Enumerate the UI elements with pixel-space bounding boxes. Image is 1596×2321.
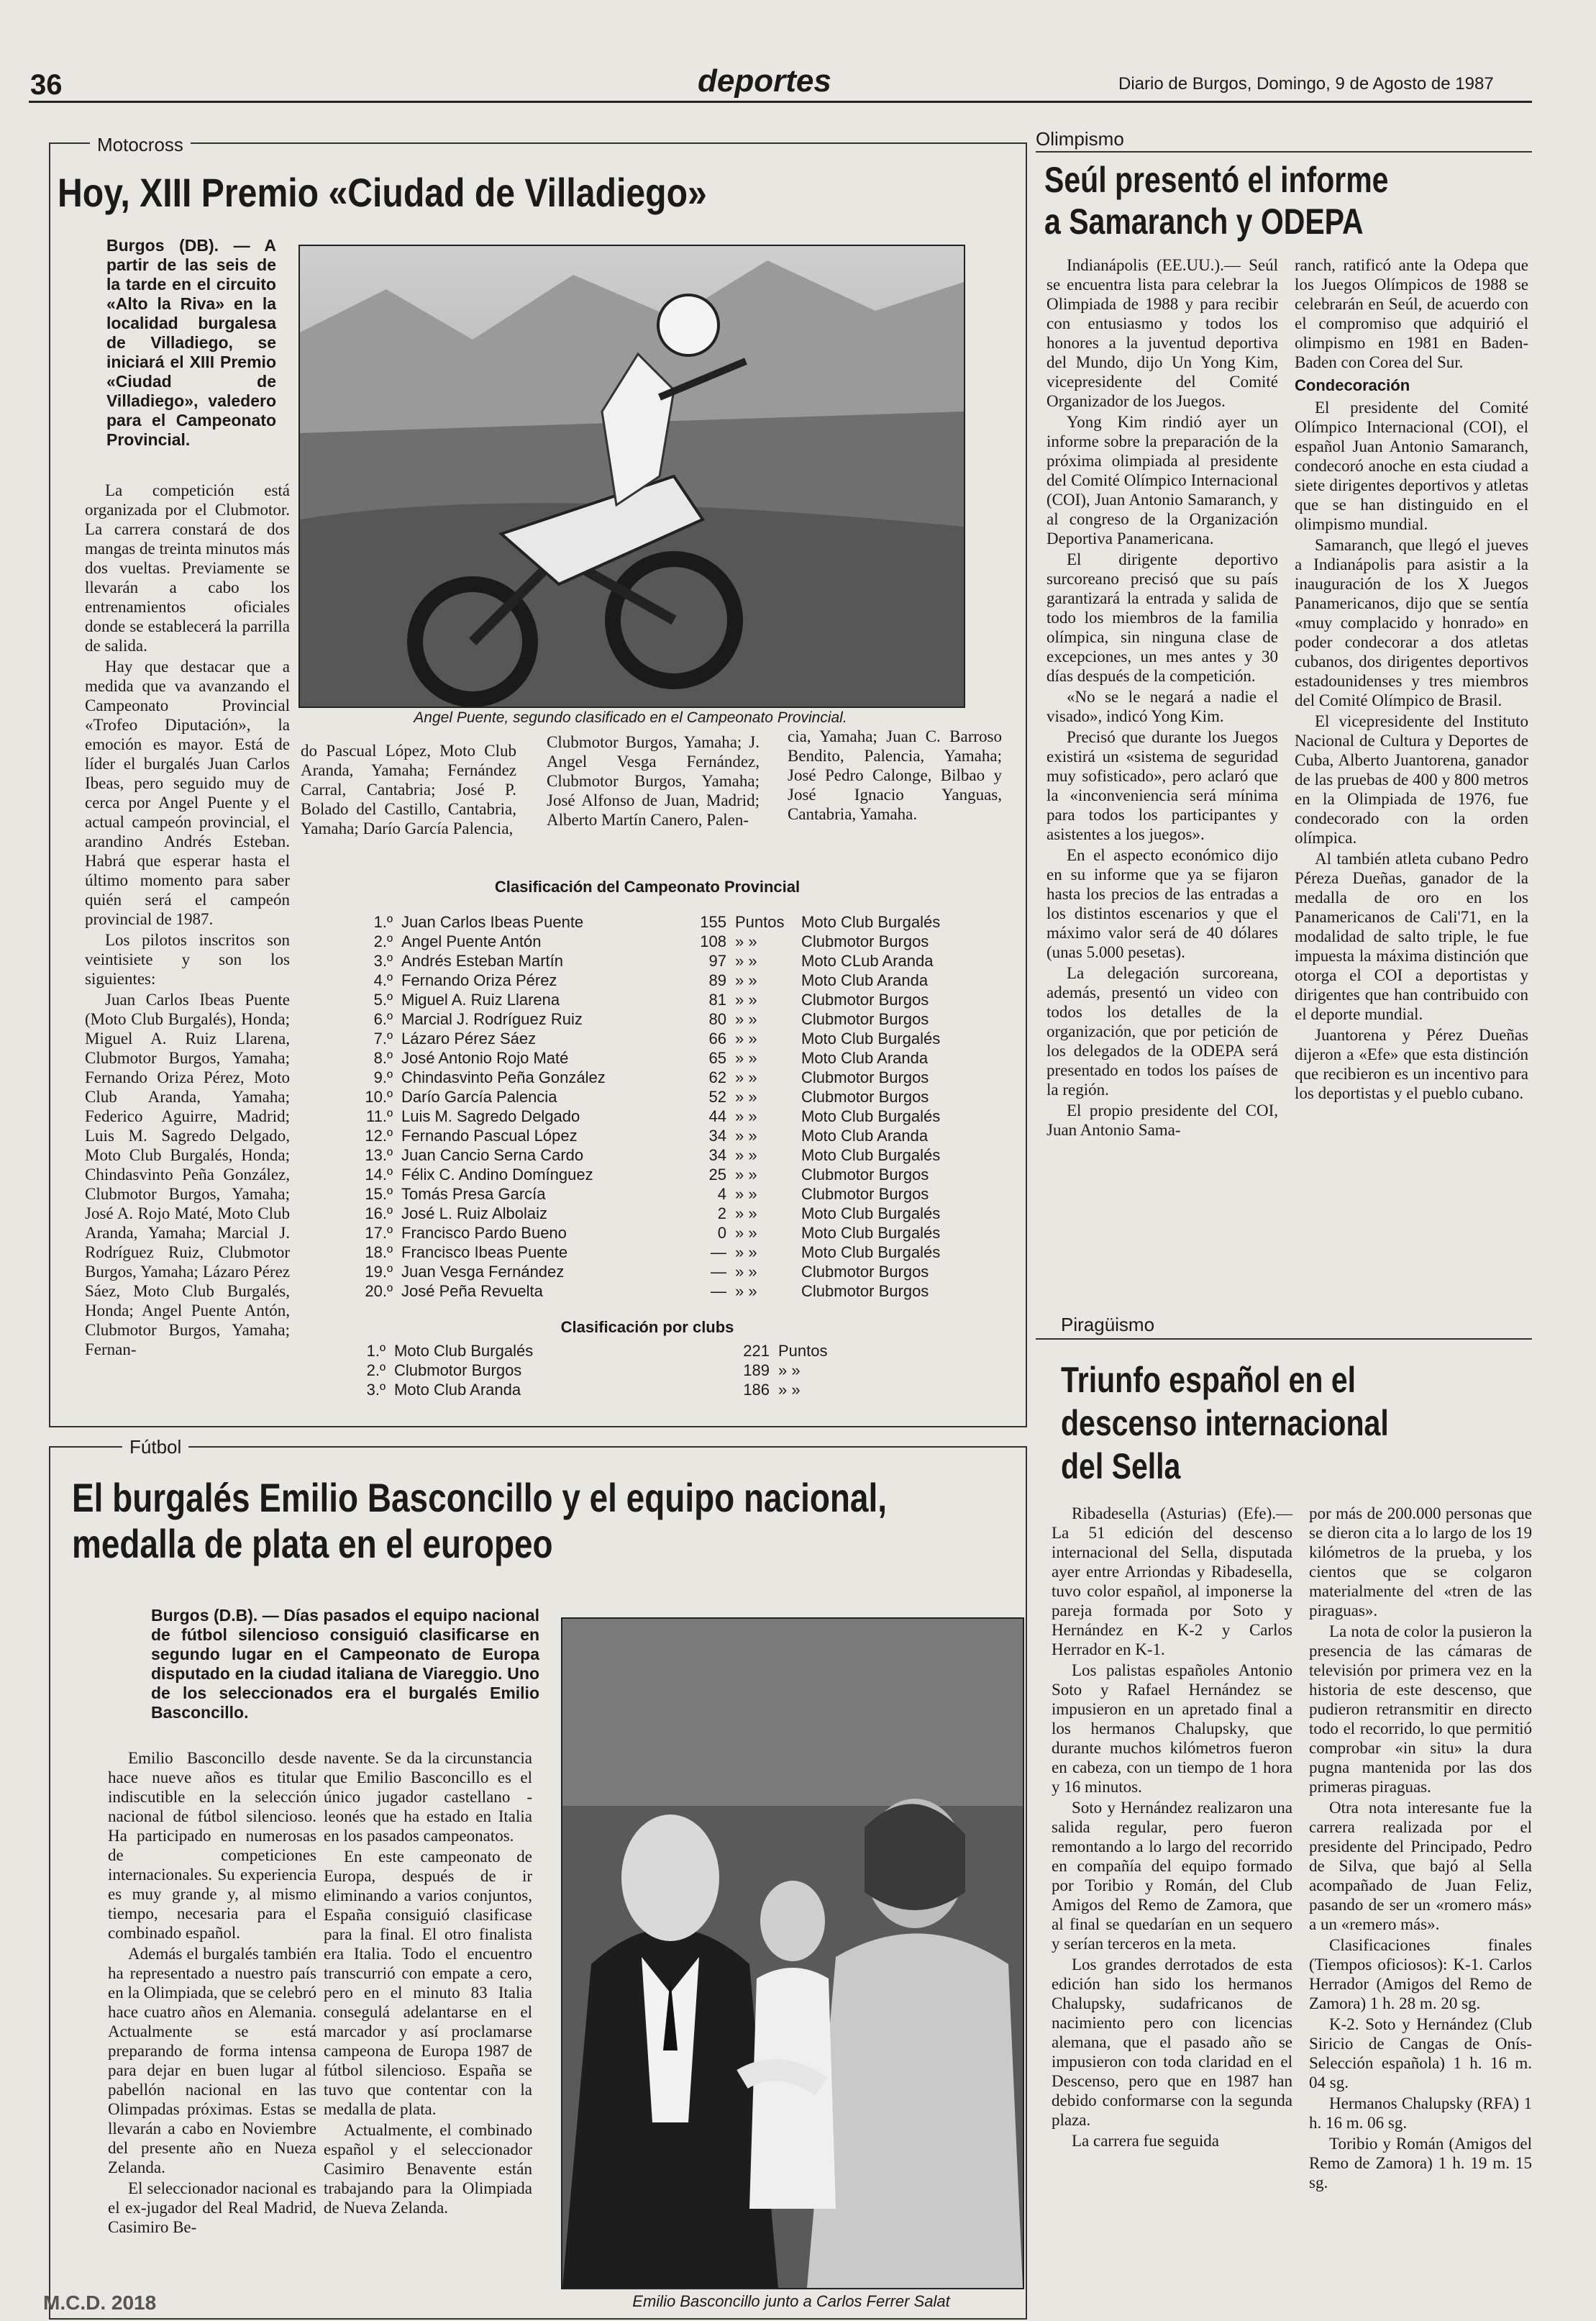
cell-pos: 19.º [365, 1262, 393, 1281]
cell-club: Moto Club Burgalés [801, 1243, 941, 1261]
cell-club: Moto Club Burgalés [801, 1204, 941, 1222]
futbol-paragraph: Además el burgalés también ha representado a nuestro país en la Olimpiada, que se celebró hace cuatro años en Alemania. Actualmente se está preparando de forma intensa para dejar en buen lugar al pabellón nacional en las Olimpadas próximas. Estas se llevarán a cabo en Noviembre del presente año en Nueza Zelanda. [108, 1945, 316, 2176]
table-row [360, 932, 944, 951]
cell-club: Moto Club Aranda [801, 971, 929, 989]
motocross-label: Motocross [90, 134, 191, 156]
cell-pts: 221 [743, 1341, 770, 1360]
table-row [360, 951, 944, 971]
motocross-photo-caption: Angel Puente, segundo clasificado en el Campeonato Provincial. [414, 709, 847, 726]
cell-pos: 7.º [373, 1029, 393, 1048]
piraguismo-paragraph: Otra nota interesante fue la carrera realizada por el presidente del Principado, Pedro de Silva, que bajó al Sella acompañado de Juan Feliz, pasando de ser un «romero más» a un «remero más». [1309, 1799, 1532, 1933]
cell-name: Darío García Palencia [401, 1087, 557, 1106]
futbol-headline-line: medalla de plata en el europeo [72, 1521, 553, 1567]
olimpismo-paragraph: El propio presidente del COI, Juan Antonio Sama- [1046, 1102, 1278, 1139]
olimpismo-paragraph: En el aspecto económico dijo en su informe que ya se fijaron hasta los precios de las entradas a los distintos escenarios y que el máximo valor será de 40 dólares (unas 5.000 pesetas). [1046, 846, 1278, 961]
table-row [360, 1262, 944, 1281]
cell-name: Tomás Presa García [401, 1184, 546, 1203]
olimpismo-label-rule [1036, 151, 1532, 153]
cell-club: Clubmotor Burgos [801, 1281, 929, 1300]
cell-name: Moto Club Aranda [394, 1380, 521, 1399]
table-row [360, 990, 944, 1009]
cell-name: Juan Cancio Serna Cardo [401, 1145, 584, 1164]
piraguismo-paragraph: Clasificaciones finales (Tiempos oficiosos): K-1. Carlos Herrador (Amigos del Remo de Zamora) 1 h. 28 m. 20 sg. [1309, 1936, 1532, 2012]
cell-unit: » » [735, 1204, 757, 1222]
piraguismo-paragraph: Los grandes derrotados de esta edición han sido los hermanos Chalupsky, sudafricanos de nacimiento pero con licencias alemana, que el pasado año se impusieron con toda claridad en el Descenso, pero que en 1987 han debido conformarse con la segunda plaza. [1052, 1956, 1292, 2129]
cell-club: Clubmotor Burgos [801, 1184, 929, 1203]
table-row [360, 971, 944, 990]
futbol-paragraph: navente. Se da la circunstancia que Emilio Basconcillo es el único jugador castellano - leonés que ha estado en Italia en los pasados campeonatos. [324, 1749, 532, 1845]
futbol-headline [72, 1475, 887, 1568]
standings-table [360, 912, 944, 1301]
motocross-paragraph: do Pascual López, Moto Club Aranda, Yamaha; Fernández Carral, Cantabria; José P. Bolado del Castillo, Cantabria, Yamaha; Darío García Palencia, [301, 742, 516, 837]
cell-club: Moto Club Aranda [801, 1048, 929, 1067]
header-rule [29, 101, 1532, 103]
futbol-paragraph: En este campeonato de Europa, después de ir eliminando a varios conjuntos, España consiguió clasificase para la final. El otro finalista era Italia. Todo el encuentro transcurrió con empate a cero, pero en el minuto 83 Italia consegulá adelantarse en el marcador y así proclamarse campeona de Europa 1987 de fútbol silencioso. España se tuvo que contentar con la medalla de plata. [324, 1848, 532, 2118]
cell-name: Andrés Esteban Martín [401, 951, 564, 970]
motocross-paragraph: Los pilotos inscritos son veintisiete y son los siguientes: [85, 931, 290, 988]
motocross-col2 [301, 741, 516, 840]
piraguismo-paragraph: Los palistas españoles Antonio Soto y Rafael Hernández se impusieron en un apretado final a los hermanos Chalupsky, que durante muchos kilómetros fueron en cabeza, con un tiempo de 1 hora y 16 minutos. [1052, 1661, 1292, 1796]
futbol-paragraph: Actualmente, el combinado español y el seleccionador Casimiro Benavente están trabajando para la Olimpiada de Nueva Zelanda. [324, 2121, 532, 2217]
cell-unit: » » [735, 990, 757, 1009]
cell-pos: 1.º [373, 912, 393, 931]
cell-unit: » » [735, 1243, 757, 1261]
olimpismo-paragraph: Al también atleta cubano Pedro Péreza Dueñas, ganador de la medalla de oro en los Panamericanos de Cali'71, en la modalidad de salto triple, le fue impuesta la máxima distinción que otorga el COI a deportistas y dirigentes que han contribuido con el deporte mundial. [1295, 850, 1528, 1023]
table-row [360, 1204, 944, 1223]
table-row [360, 1243, 944, 1262]
cell-pts: — [711, 1262, 726, 1281]
piraguismo-label: Piragüismo [1061, 1314, 1155, 1335]
cell-name: Luis M. Sagredo Delgado [401, 1107, 580, 1125]
table-row [360, 1361, 832, 1380]
motocross-photo [298, 245, 965, 708]
cell-name: José Peña Revuelta [401, 1281, 543, 1300]
cell-pts: 80 [708, 1009, 726, 1028]
cell-name: Moto Club Burgalés [394, 1341, 534, 1360]
cell-unit: » » [735, 1262, 757, 1281]
cell-pos: 12.º [365, 1126, 393, 1145]
cell-pts: — [711, 1243, 726, 1261]
cell-pos: 10.º [365, 1087, 393, 1106]
cell-name: Juan Carlos Ibeas Puente [401, 912, 584, 931]
cell-pos: 8.º [373, 1048, 393, 1067]
table-row [360, 912, 944, 932]
olimpismo-headline-line: Seúl presentó el informe [1044, 160, 1389, 200]
table-row [360, 1380, 832, 1399]
cell-pos: 16.º [365, 1204, 393, 1222]
cell-name: José Antonio Rojo Maté [401, 1048, 569, 1067]
futbol-col1 [108, 1748, 316, 2238]
cell-club: Moto Club Burgalés [801, 1145, 941, 1164]
cell-unit: » » [778, 1380, 801, 1399]
cell-unit: » » [778, 1361, 801, 1379]
cell-pts: 44 [708, 1107, 726, 1125]
futbol-col2 [324, 1748, 532, 2219]
piraguismo-paragraph: La carrera fue seguida [1072, 2132, 1219, 2150]
cell-pos: 4.º [373, 971, 393, 989]
futbol-photo [561, 1617, 1024, 2289]
olimpismo-paragraph: «No se le negará a nadie el visado», indicó Yong Kim. [1046, 688, 1278, 725]
table-row [360, 1009, 944, 1029]
cell-pos: 9.º [373, 1068, 393, 1086]
table-row [360, 1048, 944, 1068]
cell-name: Félix C. Andino Domínguez [401, 1165, 593, 1184]
cell-pts: 52 [708, 1087, 726, 1106]
piraguismo-headline: Triunfo español en el descenso internacional del Sella [1061, 1360, 1389, 1486]
cell-pts: 186 [743, 1380, 770, 1399]
motocross-headline: Hoy, XIII Premio «Ciudad de Villadiego» [58, 170, 707, 215]
olimpismo-paragraph: El presidente del Comité Olímpico Internacional (COI), el español Juan Antonio Samaranch, condecoró anoche en esta ciudad a siete dirigentes deportivos y atletas que se han distinguido en el olimpismo mundial. [1295, 399, 1528, 533]
piraguismo-paragraph: por más de 200.000 personas que se dieron cita a lo largo de los 19 kilómetros de la prueba, y los cientos que se colgaron materialmente del «tren de las piraguas». [1309, 1504, 1532, 1620]
motocross-paragraph: Clubmotor Burgos, Yamaha; J. Angel Vesga Fernández, Clubmotor Burgos, Yamaha; José Alfonso de Juan, Madrid; Alberto Martín Canero, Palen- [547, 733, 760, 829]
cell-unit: » » [735, 1029, 757, 1048]
cell-club: Moto CLub Aranda [801, 951, 934, 970]
cell-pts: — [711, 1281, 726, 1300]
cell-pts: 189 [743, 1361, 770, 1379]
cell-pos: 6.º [373, 1009, 393, 1028]
cell-name: Francisco Pardo Bueno [401, 1223, 567, 1242]
cell-club: Moto Club Aranda [801, 1126, 929, 1145]
piraguismo-paragraph: Hermanos Chalupsky (RFA) 1 h. 16 m. 06 sg. [1309, 2094, 1532, 2132]
olimpismo-headline-line: a Samaranch y ODEPA [1044, 201, 1364, 242]
cell-club: Clubmotor Burgos [801, 1087, 929, 1106]
cell-pts: 65 [708, 1048, 726, 1067]
cell-club: Clubmotor Burgos [801, 990, 929, 1009]
olimpismo-col1 [1046, 255, 1278, 1141]
table-row [360, 1029, 944, 1048]
table-row [360, 1068, 944, 1087]
table-row [360, 1087, 944, 1107]
cell-name: Marcial J. Rodríguez Ruiz [401, 1009, 583, 1028]
cell-pts: 34 [708, 1145, 726, 1164]
cell-club: Clubmotor Burgos [801, 1165, 929, 1184]
cell-pos: 1.º [366, 1341, 386, 1360]
cell-unit: » » [735, 1048, 757, 1067]
cell-pts: 0 [717, 1223, 726, 1242]
cell-unit: » » [735, 1145, 757, 1164]
cell-club: Clubmotor Burgos [801, 1262, 929, 1281]
olimpismo-paragraph: Juantorena y Pérez Dueñas dijeron a «Efe» que esta distinción que recibieron es un incentivo para los deportistas y el pueblo cubano. [1295, 1026, 1528, 1102]
cell-name: Fernando Oriza Pérez [401, 971, 557, 989]
cell-unit: » » [735, 1184, 757, 1203]
motocross-rider-image [300, 246, 964, 707]
futbol-headline-line: El burgalés Emilio Basconcillo y el equipo nacional, [72, 1475, 887, 1520]
olimpismo-label: Olimpismo [1036, 128, 1124, 150]
cell-pts: 81 [708, 990, 726, 1009]
motocross-paragraph: Hay que destacar que a medida que va avanzando el Campeonato Provincial «Trofeo Diputación», la emoción es mayor. Está de líder el burgalés Juan Carlos Ibeas, pero seguido muy de cerca por Angel Puente y el actual campeón provincial, el arandino Andrés Esteban. Habrá que esperar hasta el último momento para saber quién será el campeón provincial de 1987. [85, 658, 290, 928]
olimpismo-paragraph: El vicepresidente del Instituto Nacional de Cultura y Deportes de Cuba, Alberto Juantorena, ganador de las pruebas de 400 y 800 metros en la Olimpiada de 1976, fue condecorado con la orden olímpica. [1295, 712, 1528, 847]
piraguismo-paragraph: Soto y Hernández realizaron una salida regular, pero fueron remontando a lo largo del recorrido en compañía del equipo formado por Toribio y Román, del Club Amigos del Remo de Zamora, que al final se quedarían en un sequero y serían terceros en la meta. [1052, 1799, 1292, 1953]
cell-unit: Puntos [778, 1341, 828, 1360]
cell-pts: 66 [708, 1029, 726, 1048]
cell-pts: 62 [708, 1068, 726, 1086]
section-title: deportes [698, 63, 831, 99]
cell-pts: 155 [700, 912, 726, 931]
page-number: 36 [30, 69, 63, 101]
piraguismo-label-rule [1036, 1338, 1532, 1340]
olimpismo-paragraph: ranch, ratificó ante la Odepa que los Juegos Olímpicos de 1988 se celebrarán en Seúl, de acuerdo con el compromiso que adquirió el olimpismo en 1981 en Baden-Baden con Corea del Sur. [1295, 256, 1528, 371]
cell-pos: 11.º [366, 1107, 393, 1125]
futbol-paragraph: El seleccionador nacional es el ex-jugador del Real Madrid, Casimiro Be- [108, 2179, 316, 2236]
piraguismo-paragraph: Toribio y Román (Amigos del Remo de Zamora) 1 h. 19 m. 15 sg. [1309, 2135, 1532, 2191]
cell-unit: » » [735, 1281, 757, 1300]
futbol-label: Fútbol [122, 1436, 188, 1458]
table-row [360, 1165, 944, 1184]
cell-unit: » » [735, 971, 757, 989]
cell-name: José L. Ruiz Albolaiz [401, 1204, 547, 1222]
piraguismo-paragraph: K-2. Soto y Hernández (Club Siricio de Cangas de Onís-Selección española) 1 h. 16 m. 04 sg. [1309, 2015, 1532, 2091]
cell-pts: 4 [717, 1184, 726, 1203]
standings-title: Clasificación del Campeonato Provincial [494, 878, 801, 896]
cell-pts: 89 [708, 971, 726, 989]
cell-unit: » » [735, 1165, 757, 1184]
table-row [360, 1184, 944, 1204]
motocross-col3 [547, 732, 760, 831]
futbol-lead: Burgos (D.B). — Días pasados el equipo nacional de fútbol silencioso consiguió clasificarse en segundo lugar en el Campeonato de Europa disputado en la ciudad italiana de Viareggio. Uno de los seleccionados era el burgalés Emilio Basconcillo. [151, 1606, 539, 1722]
cell-name: Miguel A. Ruiz Llarena [401, 990, 560, 1009]
cell-club: Moto Club Burgalés [801, 1029, 941, 1048]
issue-date: Diario de Burgos, Domingo, 9 de Agosto de 1987 [1118, 74, 1494, 94]
futbol-photo-caption: Emilio Basconcillo junto a Carlos Ferrer Salat [632, 2292, 950, 2310]
olimpismo-paragraph: Indianápolis (EE.UU.).— Seúl se encuentra lista para celebrar la Olimpiada de 1988 y para recibir con entusiasmo y todos los honores a la juventud deportiva del Mundo, dijo Un Yong Kim, vicepresidente del Comité Organizador de los Juegos. [1046, 256, 1278, 410]
cell-pos: 3.º [373, 951, 393, 970]
cell-name: Clubmotor Burgos [394, 1361, 522, 1379]
motocross-col4 [788, 727, 1002, 825]
cell-club: Moto Club Burgalés [801, 1107, 941, 1125]
cell-pts: 34 [708, 1126, 726, 1145]
cell-club: Clubmotor Burgos [801, 932, 929, 950]
cell-unit: » » [735, 1009, 757, 1028]
cell-club: Moto Club Burgalés [801, 1223, 941, 1242]
cell-name: Chindasvinto Peña González [401, 1068, 606, 1086]
archive-mark: M.C.D. 2018 [43, 2292, 157, 2314]
piraguismo-col2 [1309, 1504, 1532, 2194]
table-row [360, 1223, 944, 1243]
cell-pos: 14.º [365, 1165, 393, 1184]
cell-unit: » » [735, 951, 757, 970]
cell-unit: » » [735, 1087, 757, 1106]
cell-unit: » » [735, 1068, 757, 1086]
cell-name: Juan Vesga Fernández [401, 1262, 565, 1281]
cell-club: Clubmotor Burgos [801, 1009, 929, 1028]
piraguismo-col1 [1052, 1504, 1292, 2152]
cell-pts: 108 [700, 932, 726, 950]
cell-pts: 97 [708, 951, 726, 970]
motocross-paragraph: cia, Yamaha; Juan C. Barroso Bendito, Palencia, Yamaha; José Pedro Calonge, Bilbao y José Ignacio Yanguas, Cantabria, Yamaha. [788, 727, 1002, 823]
cell-pos: 5.º [373, 990, 393, 1009]
motocross-paragraph: Juan Carlos Ibeas Puente (Moto Club Burgalés), Honda; Miguel A. Ruiz Llarena, Clubmotor Burgos, Yamaha; Fernando Oriza Pérez, Moto Club Aranda, Yamaha; Federico Aguirre, Madrid; Luis M. Sagredo Delgado, Moto Club Burgalés, Honda; Chindasvinto Peña González, Clubmotor Burgos, Yamaha; José A. Rojo Maté, Moto Club Aranda, Yamaha; Marcial J. Rodríguez Ruiz, Clubmotor Burgos, Yamaha; Lázaro Pérez Sáez, Moto Club Burgalés, Honda; Angel Puente Antón, Clubmotor Burgos, Yamaha; Fernan- [85, 991, 290, 1358]
motocross-lead: Burgos (DB). — A partir de las seis de la tarde en el circuito «Alto la Riva» en la localidad burgalesa de Villadiego, se iniciará el XIII Premio «Ciudad de Villadiego», valedero para el Campeonato Provincial. [106, 236, 276, 449]
cell-unit: » » [735, 1107, 757, 1125]
handshake-image [562, 1619, 1023, 2288]
cell-pos: 2.º [366, 1361, 386, 1379]
cell-pos: 13.º [365, 1145, 393, 1164]
cell-club: Moto Club Burgalés [801, 912, 941, 931]
olimpismo-paragraph: Yong Kim rindió ayer un informe sobre la preparación de la próxima olimpiada al presidente del Comité Olímpico Internacional (COI), Juan Antonio Samaranch, y al congreso de la Organización Deportiva Panamericana. [1046, 413, 1278, 548]
cell-pos: 3.º [366, 1380, 386, 1399]
cell-name: Lázaro Pérez Sáez [401, 1029, 537, 1048]
olimpismo-paragraph: Samaranch, que llegó el jueves a Indianápolis para asistir a la inauguración de los X Juegos Panamericanos, dijo que se sentía «muy complacido y honrado» en poder condecorar a dos atletas cubanos, dos dirigentes deportivos estadounidenses y tres miembros del Comité Olímpico de Brasil. [1295, 536, 1528, 709]
olimpismo-paragraph: La delegación surcoreana, además, presentó un video con todos los detalles de la organización, que por petición de los delegados de la ODEPA será presentado en todos los países de la región. [1046, 964, 1278, 1099]
cell-pts: 25 [708, 1165, 726, 1184]
clubs-title: Clasificación por clubs [560, 1318, 734, 1336]
clubs-table [360, 1341, 832, 1399]
piraguismo-paragraph: Ribadesella (Asturias) (Efe).— La 51 edición del descenso internacional del Sella, disputada ayer entre Arriondas y Ribadesella, tuvo color español, al imponerse la pareja formada por Soto y Hernández en K-2 y Carlos Herrador en K-1. [1052, 1504, 1292, 1658]
cell-pos: 20.º [365, 1281, 393, 1300]
table-row [360, 1107, 944, 1126]
cell-pos: 2.º [373, 932, 393, 950]
cell-name: Angel Puente Antón [401, 932, 542, 950]
cell-unit: » » [735, 1126, 757, 1145]
olimpismo-paragraph: Precisó que durante los Juegos existirá un «sistema de seguridad muy sofisticado», pero aclaró que la «inconveniencia será mínima para todos los participantes y asistentes a los juegos». [1046, 728, 1278, 843]
cell-unit: » » [735, 1223, 757, 1242]
olimpismo-subhead: Condecoración [1295, 376, 1410, 394]
olimpismo-headline [1044, 160, 1388, 242]
table-row [360, 1126, 944, 1145]
cell-pos: 17.º [365, 1223, 393, 1242]
futbol-paragraph: Emilio Basconcillo desde hace nueve años es titular indiscutible en la selección nacional de fútbol silencioso. Ha participado en numerosas de competiciones internacionales. Su experiencia es muy grande y, al mismo tiempo, necesaria para el combinado español. [108, 1749, 316, 1942]
olimpismo-paragraph: El dirigente deportivo surcoreano precisó que su país garantizará la entrada y salida de todo los miembros de la familia olímpica, sin ninguna clase de excepciones, un mes antes y 30 días después de la competición. [1046, 550, 1278, 685]
cell-name: Francisco Ibeas Puente [401, 1243, 568, 1261]
motocross-col1 [85, 481, 290, 1361]
motocross-paragraph: La competición está organizada por el Clubmotor. La carrera constará de dos mangas de treinta minutos más dos vueltas. Previamente se llevarán a cabo los entrenamientos oficiales donde se establecerá la parrilla de salida. [85, 481, 290, 655]
cell-unit: Puntos [735, 912, 785, 931]
cell-name: Fernando Pascual López [401, 1126, 578, 1145]
cell-pos: 18.º [365, 1243, 393, 1261]
cell-pts: 2 [717, 1204, 726, 1222]
cell-club: Clubmotor Burgos [801, 1068, 929, 1086]
cell-unit: » » [735, 932, 757, 950]
olimpismo-col2 [1295, 255, 1528, 1104]
cell-pos: 15.º [365, 1184, 393, 1203]
piraguismo-paragraph: La nota de color la pusieron la presencia de las cámaras de televisión por primera vez en la historia de este descenso, que pudieron retransmitir en directo todo el recorrido, lo que permitió comprobar «in situ» la dura pugna mantenida por las dos primeras piraguas. [1309, 1622, 1532, 1796]
table-row [360, 1281, 944, 1301]
table-row [360, 1341, 832, 1361]
table-row [360, 1145, 944, 1165]
